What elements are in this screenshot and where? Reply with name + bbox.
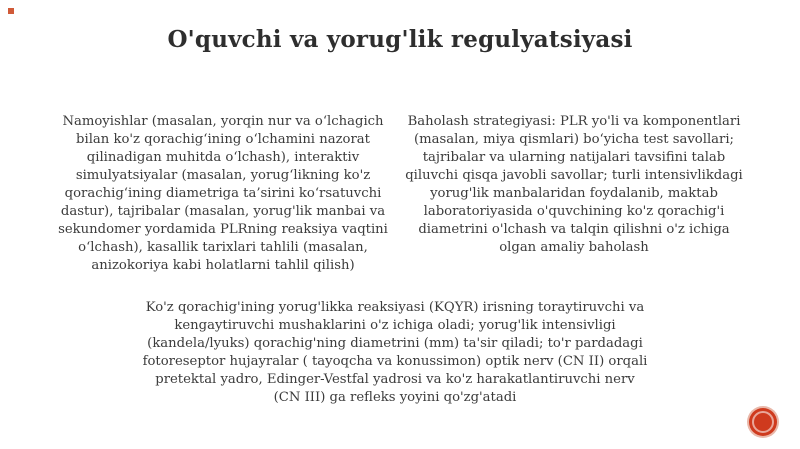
next-slide-circle-icon[interactable] [749,408,777,436]
plr-description-text: Ko'z qorachig'ining yorug'likka reaksiyasi (KQYR) irisning toraytiruvchi va kengaytiruvchi mushaklarini o'z ichiga oladi; yorug'lik intensivligi (kandela/lyuks) qorachig'ning diametrini (mm) ta'sir qiladi; to'r pardadagi fotoreseptor hujayralar ( tayoqcha va konussimon) optik nerv (CN II) orqali pretektal yadro, Edinger-Vestfal yadrosi va ko'z harakatlantiruvchi nerv (CN III) ga refleks yoyini qo'zg'atadi [142,300,648,405]
demonstrations-text: Namoyishlar (masalan, yorqin nur va o‘lchagich bilan ko'z qorachig‘ining o‘lchamini nazorat qilinadigan muhitda o‘lchash), interaktiv simulyatsiyalar (masalan, yorug‘likning ko'z qorachig‘ining diametriga ta’sirini ko‘rsatuvchi dastur), tajribalar (masalan, yorug'lik manbai va sekundomer yordamida PLRning reaksiya vaqtini o‘lchash), kasallik tarixlari tahlili (masalan, anizokoriya kabi holatlarni tahlil qilish) [58,114,388,273]
corner-accent-square [8,8,14,14]
slide-title: O'quvchi va yorug'lik regulyatsiyasi [167,26,633,53]
assessment-strategy-text: Baholash strategiyasi: PLR yo'li va komponentlari (masalan, miya qismlari) bo‘yicha test savollari; tajribalar va ularning natijalari tavsifini talab qiluvchi qisqa javobli savollar; turli intensivlikdagi yorug'lik manbalaridan foydalanib, maktab laboratoriyasida o'quvchining ko'z qorachig'i diametrini o'lchash va talqin qilishni o'z ichiga olgan amaliy baholash [405,114,743,255]
